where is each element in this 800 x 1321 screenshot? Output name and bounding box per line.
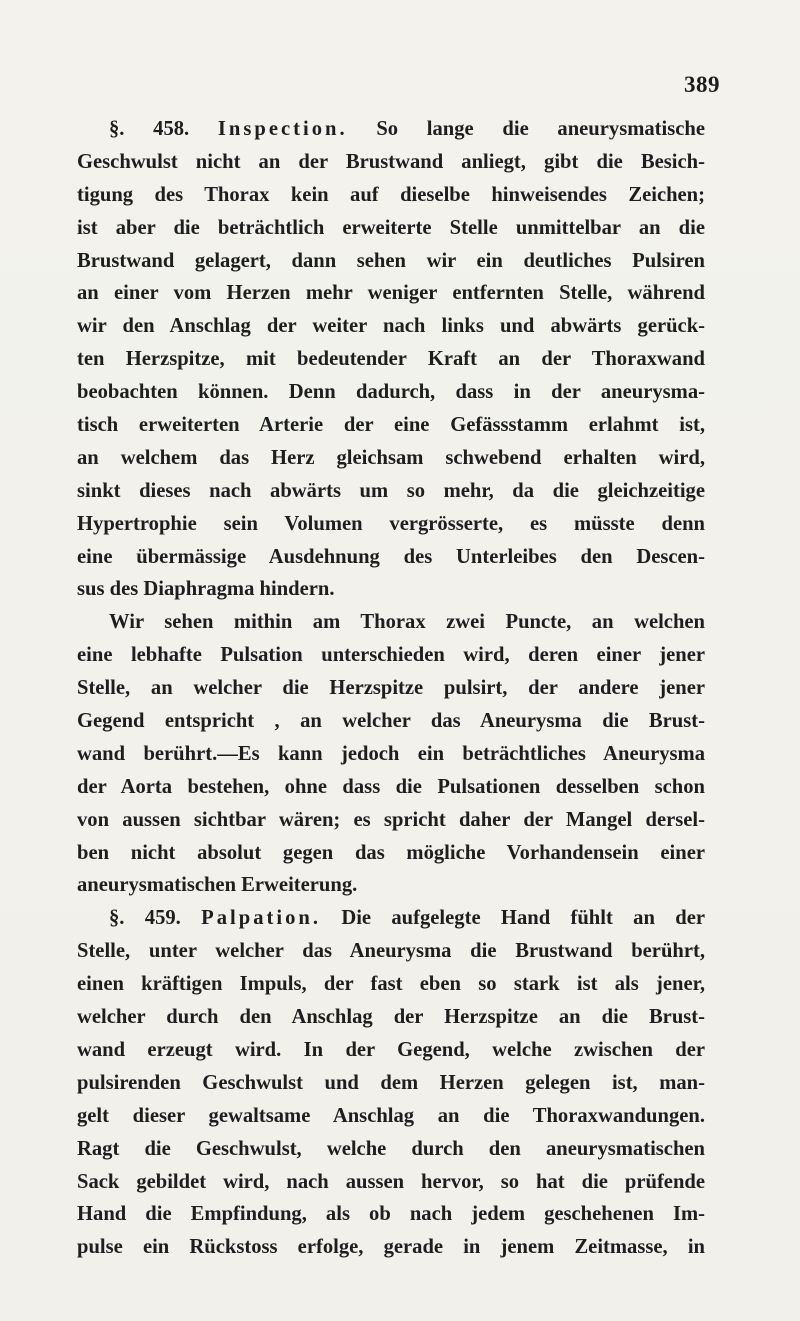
text-span: welcher durch den Anschlag der Herzspitze an die Brust- xyxy=(77,1006,705,1029)
text-span: ben nicht absolut gegen das mögliche Vorhandensein einer xyxy=(77,841,705,864)
text-line xyxy=(77,968,705,1001)
text-line xyxy=(77,541,705,574)
text-line xyxy=(77,1001,705,1034)
text-line xyxy=(77,1133,705,1166)
text-span: Hand die Empfindung, als ob nach jedem geschehenen Im- xyxy=(77,1203,705,1226)
text-span: an welchem das Herz gleichsam schwebend erhalten wird, xyxy=(77,446,705,469)
text-span: Sack gebildet wird, nach aussen hervor, so hat die prüfende xyxy=(77,1170,705,1193)
text-span: Stelle, unter welcher das Aneurysma die Brustwand berührt, xyxy=(77,940,705,963)
section-heading: Palpation. xyxy=(201,907,321,930)
text-span: der Aorta bestehen, ohne dass die Pulsationen desselben schon xyxy=(77,775,705,798)
text-line xyxy=(77,902,705,935)
body-text xyxy=(77,113,705,1264)
section-heading: Inspection. xyxy=(217,118,348,140)
text-span: pulse ein Rückstoss erfolge, gerade in jenem Zeitmasse, in xyxy=(77,1236,705,1259)
text-span: gelt dieser gewaltsame Anschlag an die Thoraxwandungen. xyxy=(77,1104,705,1127)
text-span: einen kräftigen Impuls, der fast eben so stark ist als jener, xyxy=(77,973,705,996)
text-line xyxy=(77,573,705,606)
text-span: eine lebhafte Pulsation unterschieden wird, deren einer jener xyxy=(77,644,705,667)
text-line xyxy=(77,245,705,278)
text-span: wir den Anschlag der weiter nach links und abwärts gerück- xyxy=(77,315,705,338)
text-line xyxy=(77,1067,705,1100)
text-line xyxy=(77,705,705,738)
text-line xyxy=(77,1100,705,1133)
text-line xyxy=(77,1166,705,1199)
text-line xyxy=(77,113,705,146)
text-span: beobachten können. Denn dadurch, dass in der aneurysma- xyxy=(77,381,705,404)
text-span: Geschwulst nicht an der Brustwand anliegt, gibt die Besich- xyxy=(77,150,705,173)
text-span: ist aber die beträchtlich erweiterte Stelle unmittelbar an die xyxy=(77,216,705,239)
text-span: §. 458. xyxy=(109,118,218,140)
text-line xyxy=(77,310,705,343)
text-line xyxy=(77,212,705,245)
text-line xyxy=(77,771,705,804)
text-line xyxy=(77,277,705,310)
text-span: Ragt die Geschwulst, welche durch den aneurysmatischen xyxy=(77,1137,705,1160)
text-span: Brustwand gelagert, dann sehen wir ein deutliches Pulsiren xyxy=(77,249,705,272)
text-span: aneurysmatischen Erweiterung. xyxy=(77,874,358,897)
text-span: pulsirenden Geschwulst und dem Herzen gelegen ist, man- xyxy=(77,1071,705,1094)
text-line xyxy=(77,837,705,870)
text-line xyxy=(77,508,705,541)
text-span: §. 459. xyxy=(109,907,202,930)
text-span: Gegend entspricht , an welcher das Aneurysma die Brust- xyxy=(77,710,705,733)
text-line xyxy=(77,1034,705,1067)
text-line xyxy=(77,804,705,837)
text-span: sus des Diaphragma hindern. xyxy=(77,578,335,601)
text-span: Wir sehen mithin am Thorax zwei Puncte, an welchen xyxy=(109,611,705,634)
text-line xyxy=(77,935,705,968)
text-span: tigung des Thorax kein auf dieselbe hinweisendes Zeichen; xyxy=(77,183,705,206)
text-span: wand erzeugt wird. In der Gegend, welche zwischen der xyxy=(77,1038,705,1061)
text-line xyxy=(77,343,705,376)
text-line xyxy=(77,606,705,639)
text-line xyxy=(77,672,705,705)
text-span: an einer vom Herzen mehr weniger entfernten Stelle, während xyxy=(77,282,705,305)
text-line xyxy=(77,738,705,771)
text-span: So lange die aneurysmatische xyxy=(347,118,705,140)
text-line xyxy=(77,1198,705,1231)
text-line xyxy=(77,376,705,409)
text-span: ten Herzspitze, mit bedeutender Kraft an der Thoraxwand xyxy=(77,348,705,371)
text-line xyxy=(77,179,705,212)
text-span: Stelle, an welcher die Herzspitze pulsirt, der andere jener xyxy=(77,677,705,700)
text-line xyxy=(77,409,705,442)
text-span: wand berührt.—Es kann jedoch ein beträchtliches Aneurysma xyxy=(77,742,705,765)
text-span: tisch erweiterten Arterie der eine Gefässstamm erlahmt ist, xyxy=(77,414,705,437)
text-line xyxy=(77,146,705,179)
text-line xyxy=(77,869,705,902)
text-span: eine übermässige Ausdehnung des Unterleibes den Descen- xyxy=(77,545,705,568)
page-number: 389 xyxy=(684,72,720,97)
text-line xyxy=(77,639,705,672)
text-span: von aussen sichtbar wären; es spricht daher der Mangel dersel- xyxy=(77,808,705,831)
text-span: Die aufgelegte Hand fühlt an der xyxy=(320,907,705,930)
text-line xyxy=(77,475,705,508)
text-line xyxy=(77,442,705,475)
text-line xyxy=(77,1231,705,1264)
text-span: sinkt dieses nach abwärts um so mehr, da die gleichzeitige xyxy=(77,479,705,502)
text-span: Hypertrophie sein Volumen vergrösserte, es müsste denn xyxy=(77,512,705,535)
